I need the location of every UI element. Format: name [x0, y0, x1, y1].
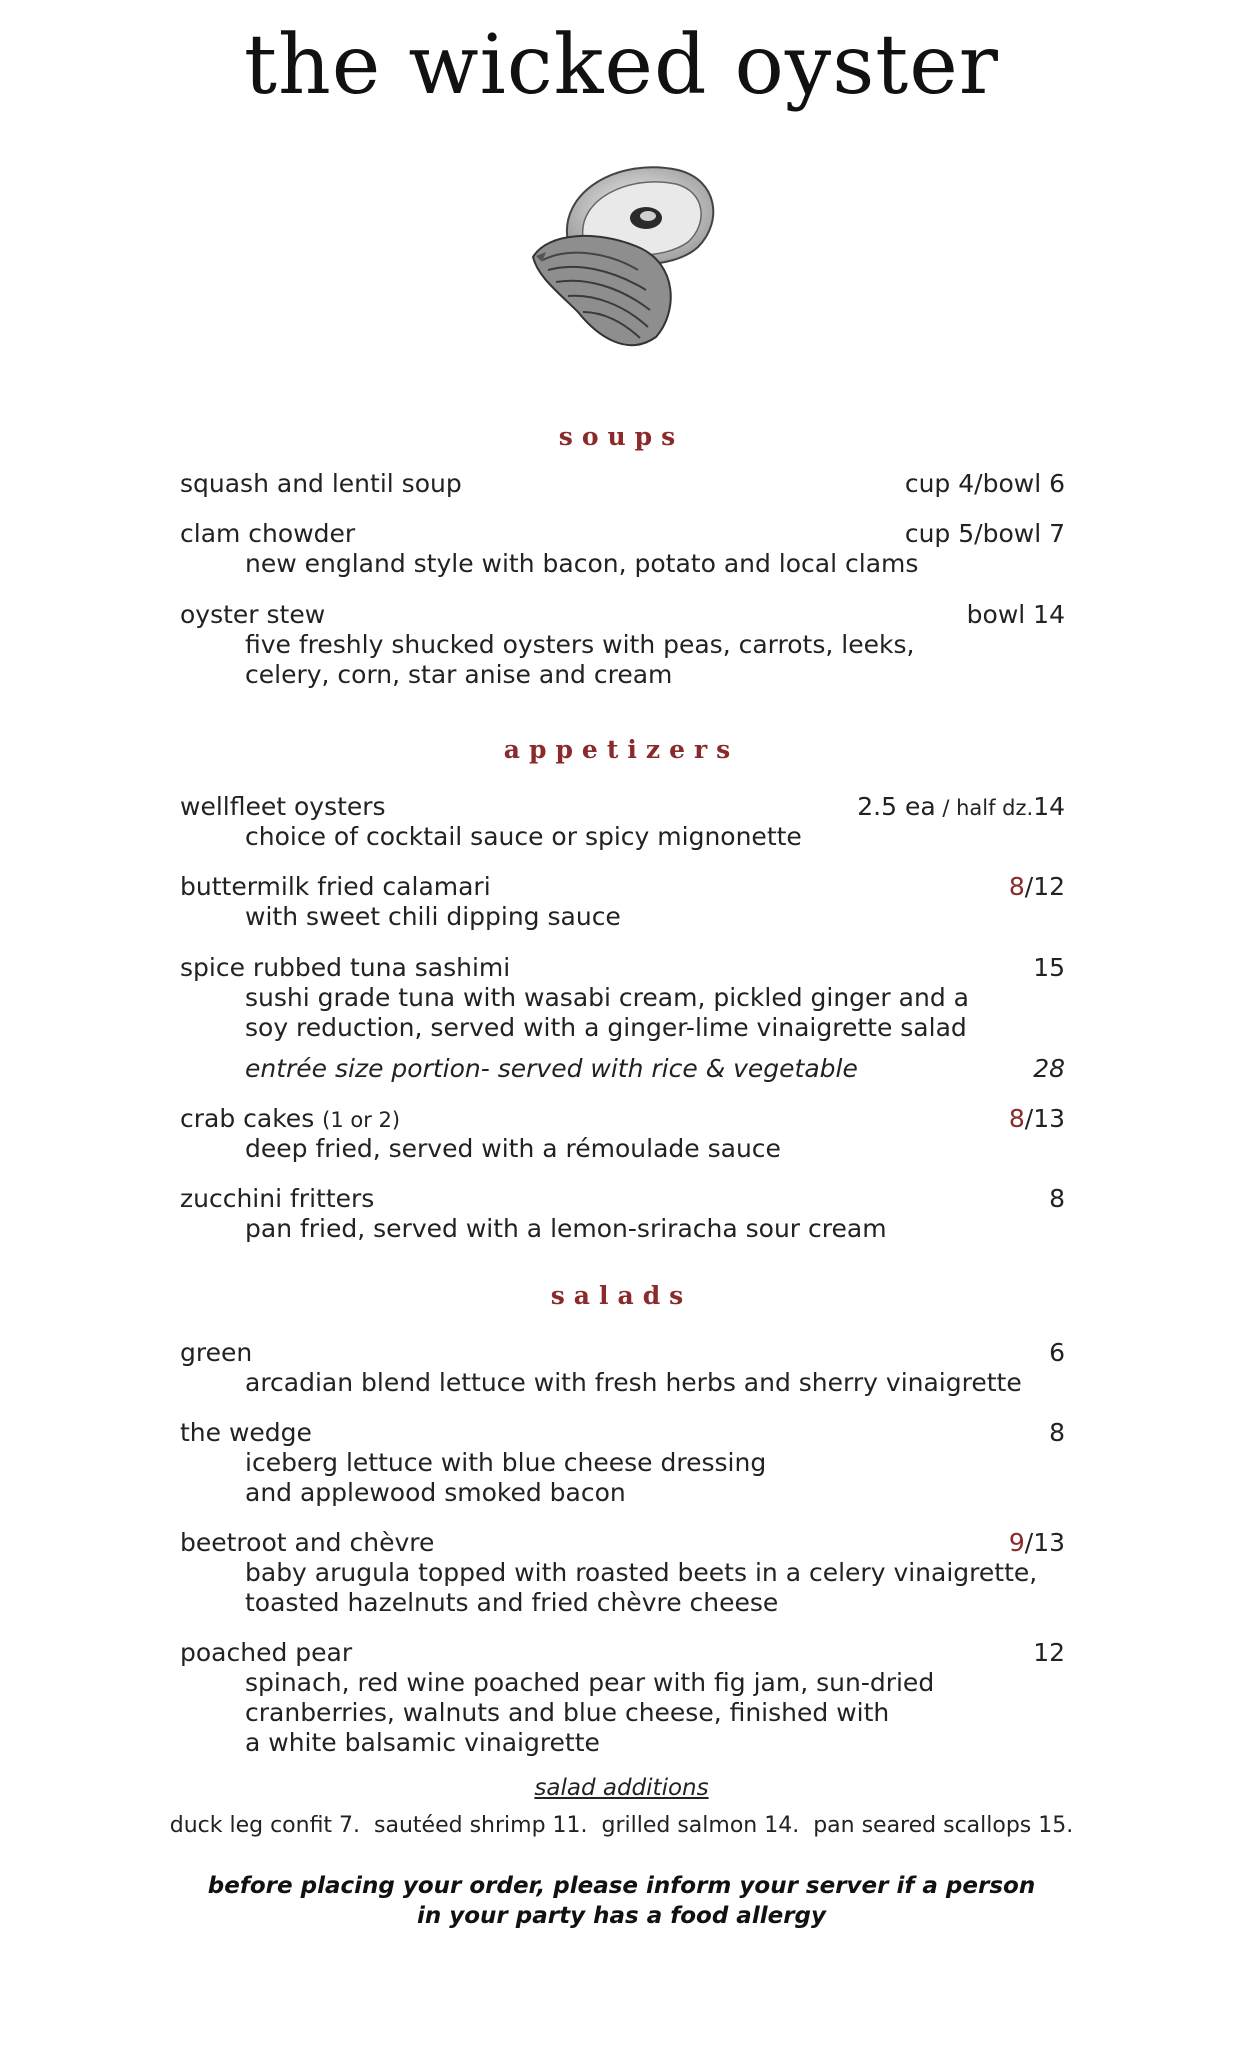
- item-description: spinach, red wine poached pear with fig jam, sun-dried: [245, 1668, 935, 1697]
- item-price: 8/12: [1008, 872, 1065, 901]
- item-name: poached pear: [180, 1638, 353, 1667]
- item-price: 6: [1049, 1338, 1065, 1367]
- item-name: clam chowder: [180, 519, 356, 548]
- item-name: oyster stew: [180, 600, 326, 629]
- item-name: beetroot and chèvre: [180, 1528, 435, 1557]
- item-description: celery, corn, star anise and cream: [245, 660, 673, 689]
- item-description: with sweet chili dipping sauce: [245, 902, 621, 931]
- item-name: green: [180, 1338, 253, 1367]
- section-heading-soups: soups: [558, 422, 685, 451]
- item-description: arcadian blend lettuce with fresh herbs and sherry vinaigrette: [245, 1368, 1022, 1397]
- oyster-shell-icon: [528, 152, 728, 352]
- item-name: wellfleet oysters: [180, 792, 386, 821]
- item-description: sushi grade tuna with wasabi cream, pickled ginger and a: [245, 983, 969, 1012]
- item-price: 12: [1033, 1638, 1065, 1667]
- item-price: 2.5 ea / half dz.14: [857, 792, 1065, 821]
- item-name: zucchini fritters: [180, 1184, 375, 1213]
- salad-additions-list: duck leg confit 7. sautéed shrimp 11. grilled salmon 14. pan seared scallops 15.: [169, 1813, 1074, 1838]
- item-price: 8: [1049, 1418, 1065, 1447]
- item-name: the wedge: [180, 1418, 312, 1447]
- item-price: bowl 14: [966, 600, 1065, 629]
- item-price: 8/13: [1008, 1104, 1065, 1133]
- item-price: cup 5/bowl 7: [904, 519, 1065, 548]
- section-heading-salads: salads: [550, 1281, 693, 1310]
- section-heading-appetizers: appetizers: [503, 735, 740, 764]
- item-name: spice rubbed tuna sashimi: [180, 953, 511, 982]
- item-price: 8: [1049, 1184, 1065, 1213]
- item-price: cup 4/bowl 6: [904, 469, 1065, 498]
- item-description: new england style with bacon, potato and local clams: [245, 549, 919, 578]
- allergy-notice-line: before placing your order, please inform your server if a person: [207, 1873, 1036, 1899]
- entree-price: 28: [1033, 1054, 1065, 1083]
- entree-note: entrée size portion- served with rice & vegetable: [245, 1054, 858, 1083]
- restaurant-title: the wicked oyster: [244, 18, 999, 113]
- item-description: choice of cocktail sauce or spicy mignonette: [245, 822, 802, 851]
- item-description: soy reduction, served with a ginger-lime vinaigrette salad: [245, 1013, 967, 1042]
- item-price: 15: [1033, 953, 1065, 982]
- item-description: deep fried, served with a rémoulade sauce: [245, 1134, 781, 1163]
- item-description: five freshly shucked oysters with peas, carrots, leeks,: [245, 630, 915, 659]
- item-description: a white balsamic vinaigrette: [245, 1728, 600, 1757]
- allergy-notice-line: in your party has a food allergy: [417, 1903, 826, 1929]
- item-name: squash and lentil soup: [180, 469, 462, 498]
- item-description: iceberg lettuce with blue cheese dressing: [245, 1448, 767, 1477]
- item-price: 9/13: [1008, 1528, 1065, 1557]
- salad-additions-heading: salad additions: [534, 1775, 709, 1801]
- item-description: pan fried, served with a lemon-sriracha sour cream: [245, 1214, 887, 1243]
- item-name: crab cakes (1 or 2): [180, 1104, 401, 1133]
- item-description: toasted hazelnuts and fried chèvre cheese: [245, 1588, 779, 1617]
- item-name: buttermilk fried calamari: [180, 872, 491, 901]
- item-description: baby arugula topped with roasted beets in a celery vinaigrette,: [245, 1558, 1038, 1587]
- item-description: cranberries, walnuts and blue cheese, finished with: [245, 1698, 890, 1727]
- item-description: and applewood smoked bacon: [245, 1478, 626, 1507]
